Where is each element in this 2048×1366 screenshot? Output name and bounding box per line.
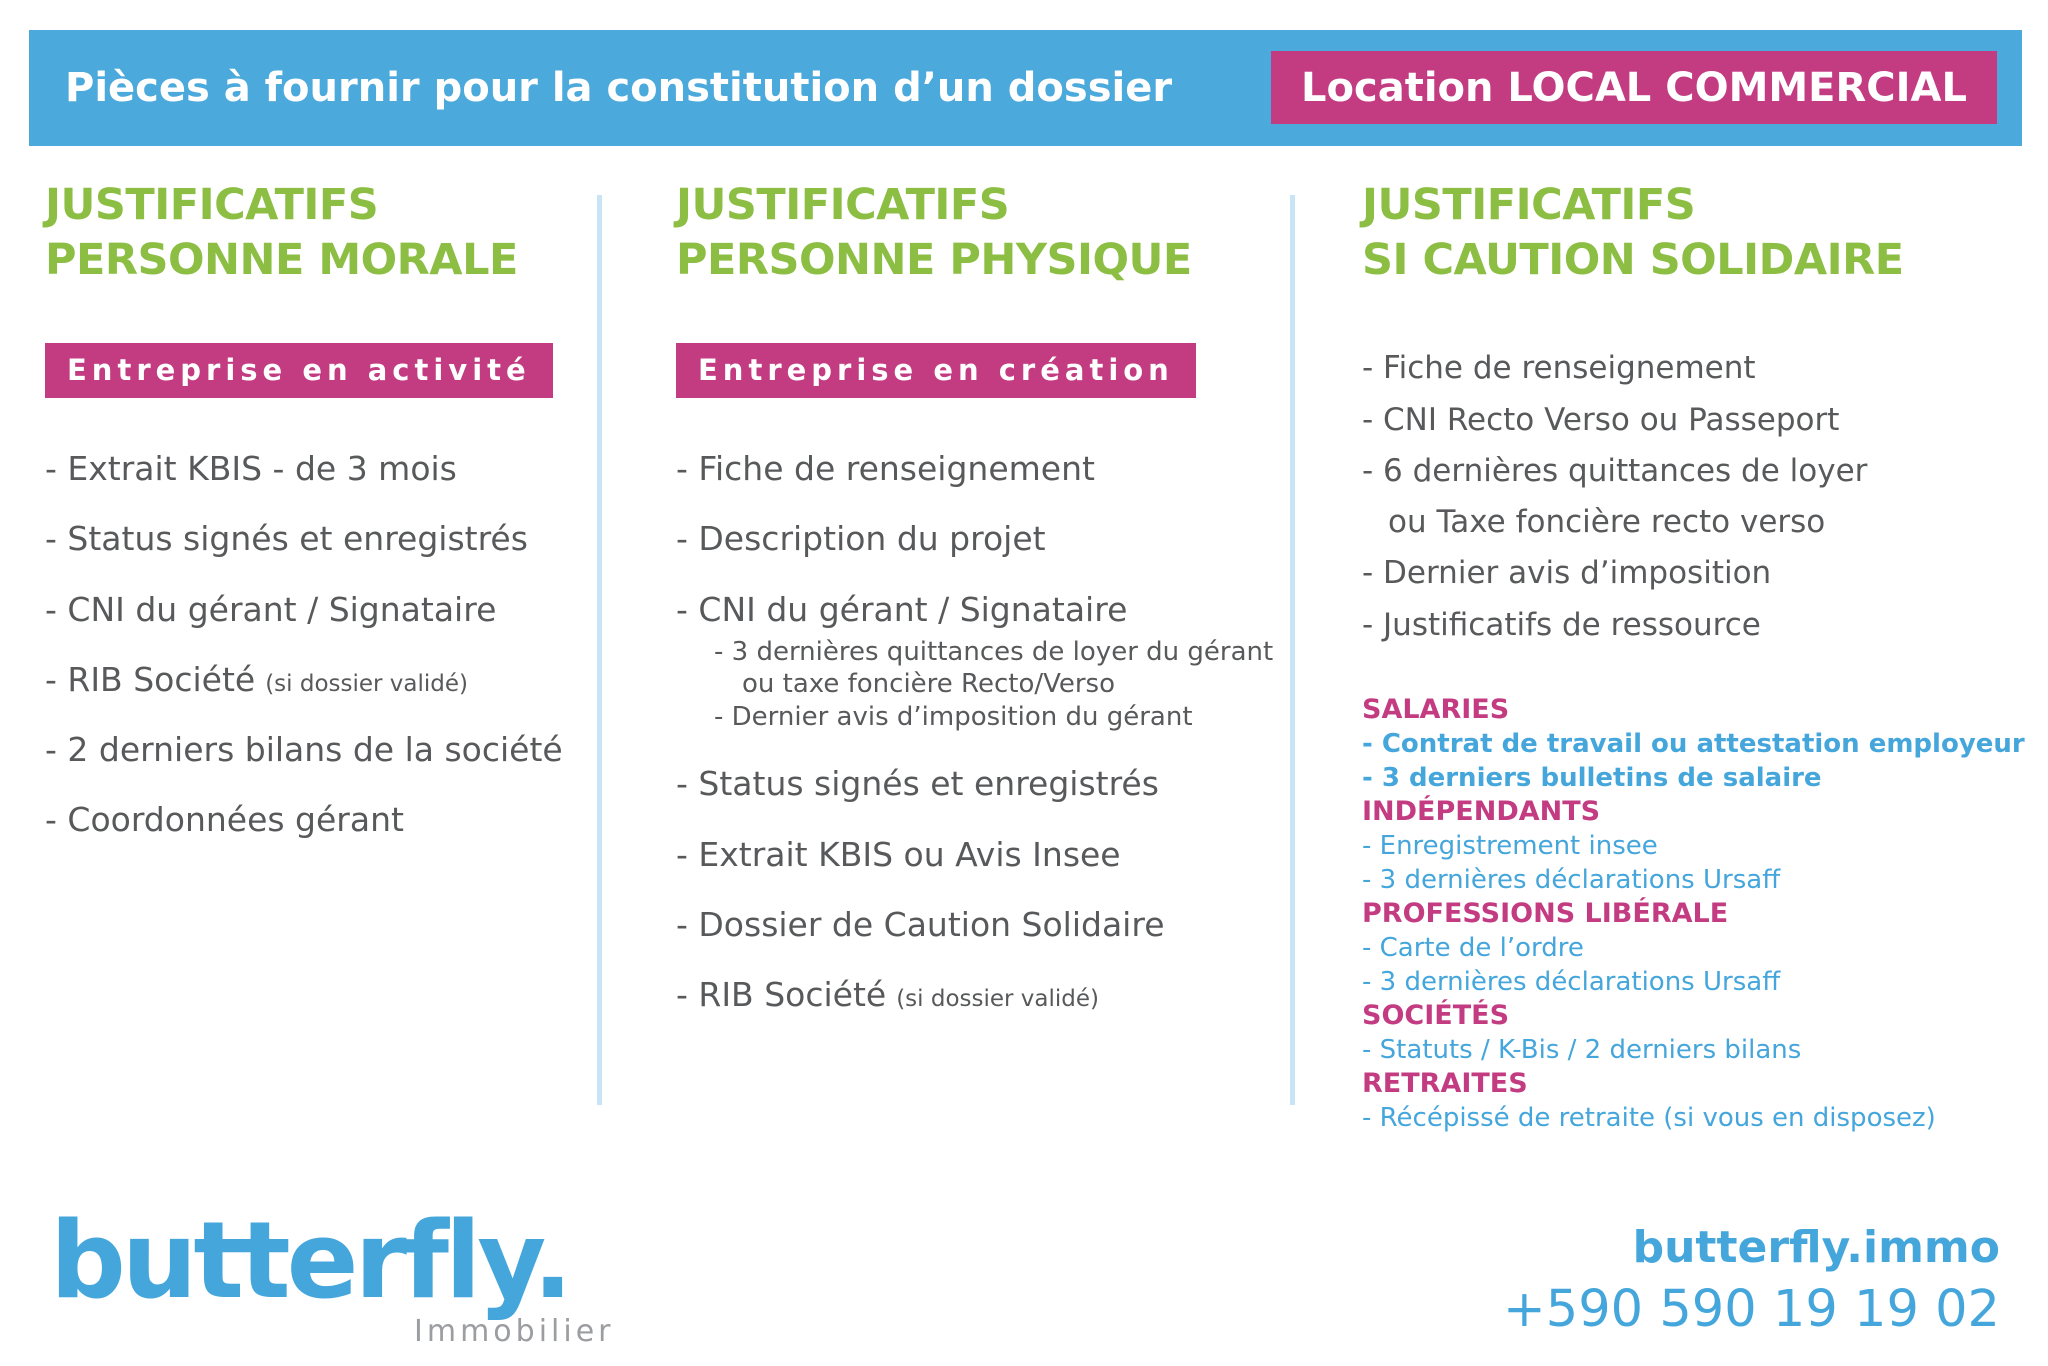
group-item: - Statuts / K-Bis / 2 derniers bilans	[1362, 1035, 1802, 1065]
sub-list-item: - 3 dernières quittances de loyer du gérant	[714, 636, 1274, 667]
item-text: - RIB Société	[676, 975, 887, 1015]
column-title-line1: JUSTIFICATIFS	[676, 180, 1010, 230]
ressources-section	[1362, 693, 2025, 1135]
group-heading: SALARIES	[1362, 694, 1510, 725]
sub-list-item-continuation: ou taxe foncière Recto/Verso	[742, 669, 1116, 700]
column-title	[1362, 178, 2022, 287]
list-item: - Fiche de renseignement	[1362, 350, 1756, 387]
list-item: - CNI du gérant / Signataire	[676, 589, 1128, 629]
list-item: - CNI du gérant / Signataire	[45, 589, 497, 629]
column-personne-morale	[45, 178, 590, 870]
rib-note: (si dossier validé)	[896, 986, 1099, 1013]
list-item: - Dossier de Caution Solidaire	[676, 904, 1165, 944]
group-heading: SOCIÉTÉS	[1362, 1000, 1510, 1031]
website-url: butterfly.immo	[1632, 1222, 2000, 1273]
group-heading: INDÉPENDANTS	[1362, 796, 1601, 827]
column-title-line1: JUSTIFICATIFS	[1362, 180, 1696, 230]
rib-note: (si dossier validé)	[265, 670, 468, 697]
column-personne-physique	[676, 178, 1276, 1044]
column-title-line2: PERSONNE PHYSIQUE	[676, 234, 1192, 285]
item-text: - RIB Société	[45, 659, 256, 699]
ressource-group-retraites	[1362, 1067, 2022, 1135]
column-title	[45, 178, 590, 287]
list-item: - Extrait KBIS ou Avis Insee	[676, 834, 1121, 874]
list-item: - 2 derniers bilans de la société	[45, 730, 563, 770]
group-item: - 3 derniers bulletins de salaire	[1362, 763, 1822, 793]
logo-subtitle: Immobilier	[414, 1314, 615, 1349]
list-item: - Coordonnées gérant	[45, 800, 404, 840]
list-item: - Status signés et enregistrés	[45, 519, 528, 559]
ressource-group-salaries	[1362, 693, 2025, 795]
group-heading: RETRAITES	[1362, 1068, 1528, 1099]
list-item: - Fiche de renseignement	[676, 449, 1095, 489]
column-divider-1	[597, 195, 602, 1105]
butterfly-logo: butterfly.	[50, 1199, 569, 1322]
column-divider-2	[1290, 195, 1295, 1105]
column-title-line2: SI CAUTION SOLIDAIRE	[1362, 234, 1904, 285]
list-item	[45, 659, 590, 700]
entreprise-activite-badge: Entreprise en activité	[45, 343, 553, 398]
sub-list-item: - Dernier avis d’imposition du gérant	[714, 701, 1193, 732]
ressource-group-societes	[1362, 999, 2022, 1067]
document-list	[45, 448, 590, 841]
group-item: - Carte de l’ordre	[1362, 933, 1584, 963]
list-item: - Status signés et enregistrés	[676, 764, 1159, 804]
column-caution-solidaire	[1362, 178, 2025, 1135]
group-item: - 3 dernières déclarations Ursaff	[1362, 967, 1781, 997]
list-item: - 6 dernières quittances de loyer	[1362, 452, 1868, 489]
column-title-line2: PERSONNE MORALE	[45, 234, 518, 285]
phone-number: +590 590 19 19 02	[1503, 1279, 2000, 1339]
group-item: - Contrat de travail ou attestation employeur	[1362, 729, 2025, 759]
list-item: - Dernier avis d’imposition	[1362, 555, 1772, 592]
footer-contact	[1503, 1222, 2000, 1340]
ressource-group-independants	[1362, 795, 2022, 897]
column-title-line1: JUSTIFICATIFS	[45, 180, 379, 230]
document-list	[676, 448, 1276, 1015]
list-item: - Justificatifs de ressource	[1362, 606, 1761, 643]
list-item: - Extrait KBIS - de 3 mois	[45, 449, 457, 489]
location-type-badge: Location LOCAL COMMERCIAL	[1271, 51, 1997, 124]
group-heading: PROFESSIONS LIBÉRALE	[1362, 898, 1729, 929]
list-item: - CNI Recto Verso ou Passeport	[1362, 401, 1840, 438]
document-list	[1362, 348, 2022, 645]
group-item: - 3 dernières déclarations Ursaff	[1362, 865, 1781, 895]
list-item	[676, 974, 1276, 1015]
group-item: - Récépissé de retraite (si vous en disposez)	[1362, 1103, 1936, 1133]
column-title	[676, 178, 1276, 287]
ressource-group-professions-liberale	[1362, 897, 2022, 999]
list-item: - Description du projet	[676, 519, 1046, 559]
page-title: Pièces à fournir pour la constitution d’un dossier	[65, 65, 1173, 111]
list-item-continuation: ou Taxe foncière recto verso	[1388, 504, 1826, 541]
header-banner	[29, 30, 2022, 146]
group-item: - Enregistrement insee	[1362, 831, 1658, 861]
entreprise-creation-badge: Entreprise en création	[676, 343, 1196, 398]
